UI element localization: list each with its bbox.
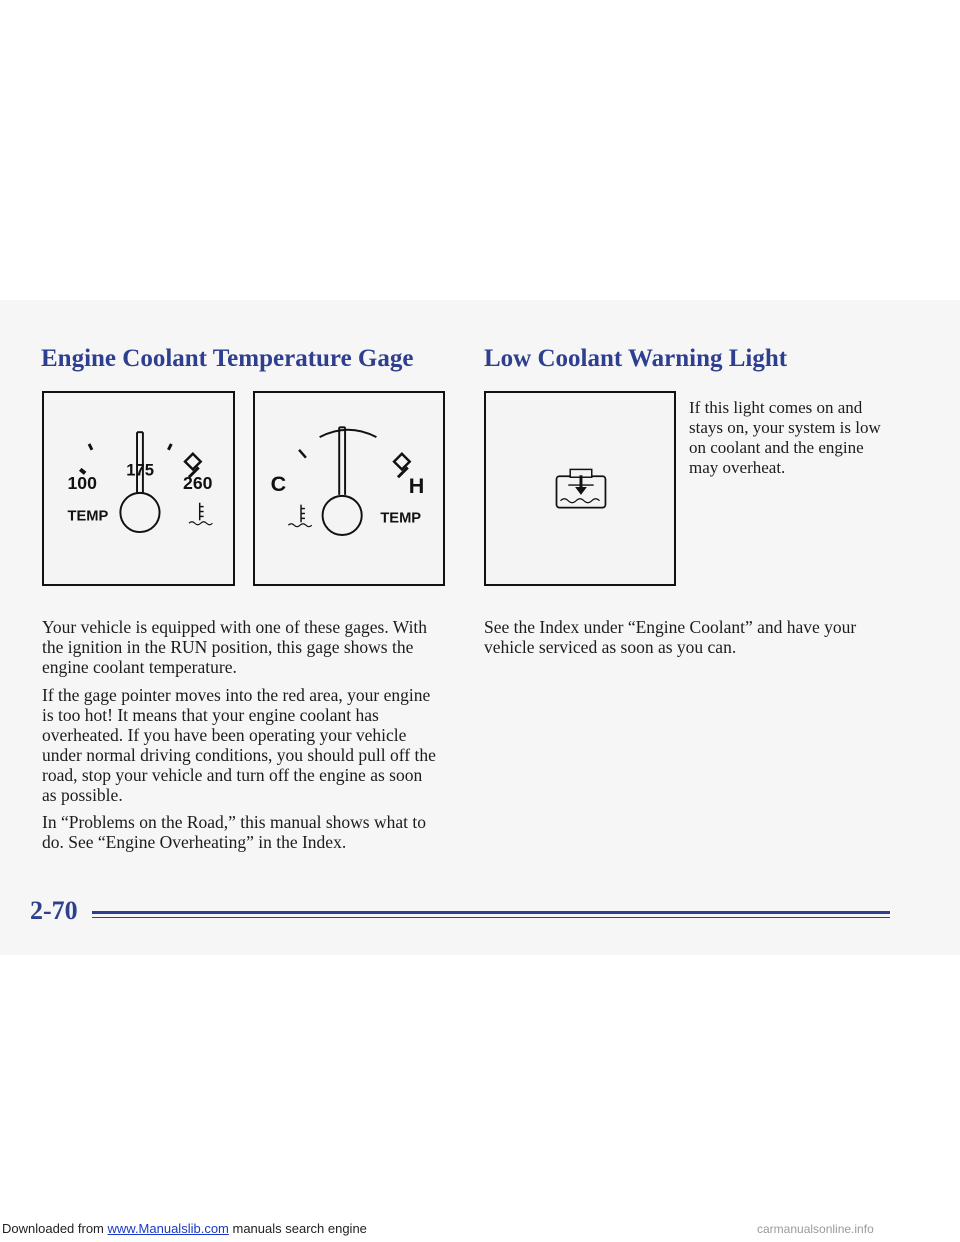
gauge-tick	[299, 450, 306, 458]
gauge-value-min: 100	[67, 472, 97, 493]
text-line: is too hot! It means that your engine coolant has	[42, 705, 379, 725]
gauge-fahrenheit-illustration	[42, 391, 235, 586]
text-line: engine coolant temperature.	[42, 657, 237, 677]
section-title-low-coolant-light: Low Coolant Warning Light	[484, 345, 788, 372]
gauge-tick	[89, 444, 92, 450]
text-line: In “Problems on the Road,” this manual shows what to	[42, 812, 426, 832]
gauge-tick	[168, 444, 171, 450]
text-line: See the Index under “Engine Coolant” and have your	[484, 617, 857, 637]
gauge-value-max: 260	[183, 472, 213, 493]
text-line: under normal driving conditions, you should pull off the	[42, 745, 436, 765]
text-line: Your vehicle is equipped with one of these gages. With	[42, 617, 428, 637]
gauge-ch-illustration	[253, 391, 445, 586]
gauge-ch-svg	[255, 393, 443, 584]
text-line: as possible.	[42, 785, 123, 805]
gauge-cold-label: C	[270, 471, 287, 496]
gauge-hub	[120, 493, 159, 532]
text-line: overheated. If you have been operating your vehicle	[42, 725, 407, 745]
paragraph-problems-reference	[42, 812, 462, 852]
footer-rule-thin	[92, 917, 890, 918]
gauge-fahrenheit-svg	[44, 393, 233, 584]
banner-prefix: Downloaded from	[2, 1221, 108, 1236]
gauge-hot-label: H	[408, 473, 425, 498]
text-line: stays on, your system is low	[689, 418, 881, 437]
section-title-engine-coolant-gage: Engine Coolant Temperature Gage	[41, 345, 414, 372]
text-line: vehicle serviced as soon as you can.	[484, 637, 737, 657]
low-coolant-description	[689, 398, 919, 478]
page-number: 2-70	[30, 896, 78, 925]
gauge-temp-label: TEMP	[380, 510, 422, 527]
low-coolant-light-svg	[486, 393, 674, 584]
paragraph-gage-intro	[42, 617, 462, 677]
paragraph-overheat-warning	[42, 685, 462, 805]
text-line: do. See “Engine Overheating” in the Index.	[42, 832, 347, 852]
text-line: the ignition in the RUN position, this gage shows the	[42, 637, 414, 657]
gauge-value-mid: 175	[126, 460, 155, 480]
gauge-hub	[323, 496, 362, 535]
download-banner	[2, 1221, 367, 1236]
banner-suffix: manuals search engine	[228, 1221, 367, 1236]
low-coolant-light-illustration	[484, 391, 676, 586]
gauge-needle	[339, 427, 345, 495]
watermark: carmanualsonline.info	[757, 1222, 874, 1236]
gauge-hot-marker	[394, 454, 410, 478]
gauge-arc	[320, 430, 377, 437]
text-line: If the gage pointer moves into the red area, your engine	[42, 685, 431, 705]
gauge-temp-label: TEMP	[67, 508, 109, 525]
low-coolant-icon	[557, 469, 606, 507]
text-line: may overheat.	[689, 458, 786, 477]
coolant-temp-icon	[288, 505, 312, 527]
text-line: If this light comes on and	[689, 398, 863, 417]
text-line: on coolant and the engine	[689, 438, 864, 457]
text-line: road, stop your vehicle and turn off the engine as soon	[42, 765, 423, 785]
footer-rule	[92, 911, 890, 914]
coolant-temp-icon	[189, 503, 213, 525]
manualslib-link[interactable]: www.Manualslib.com	[107, 1221, 229, 1236]
paragraph-coolant-service	[484, 617, 904, 657]
